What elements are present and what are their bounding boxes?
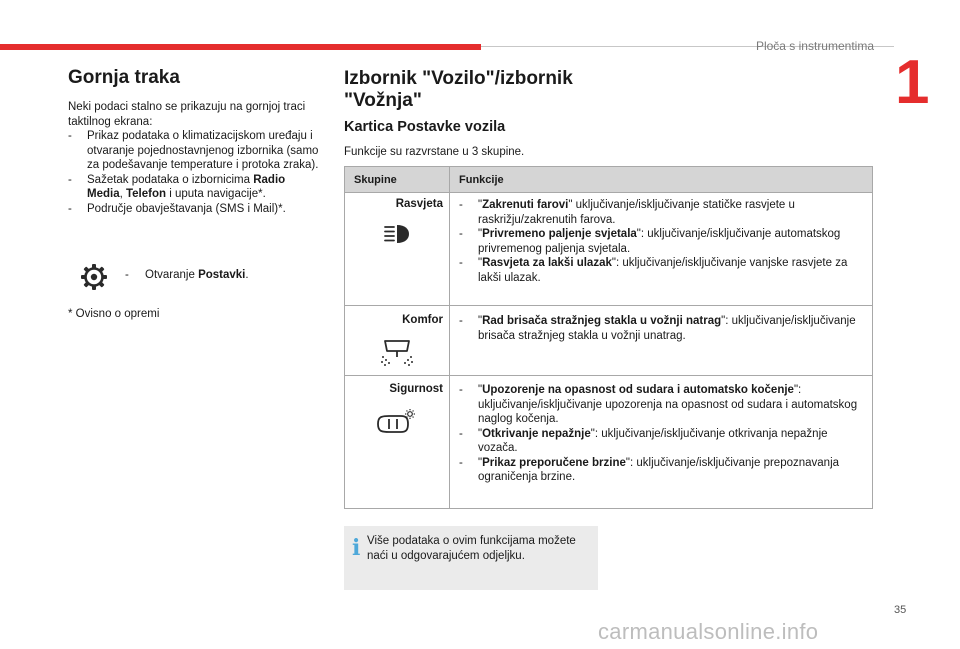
list-item-text: Područje obavještavanja (SMS i Mail)*.	[87, 202, 286, 215]
menu-name-telefon: Telefon	[125, 188, 167, 200]
table-header	[345, 167, 872, 193]
left-intro: Neki podaci stalno se prikazuju na gornjoj traci taktilnog ekrana:	[68, 101, 306, 128]
row-divider	[345, 375, 872, 376]
quote: "	[478, 384, 483, 396]
function-text	[478, 256, 869, 285]
functions-table	[344, 166, 873, 509]
right-heading: Izbornik "Vozilo"/izbornik "Vožnja"	[344, 68, 573, 111]
function-name: Otkrivanje nepažnje	[482, 427, 591, 440]
functions-cell	[459, 198, 869, 285]
watermark: carmanualsonline.info	[598, 619, 819, 644]
function-item	[459, 383, 869, 427]
headlight-icon	[383, 223, 411, 250]
quote: "	[478, 315, 483, 327]
text-run: ,	[119, 188, 126, 200]
text-run: Otvaranje	[145, 269, 199, 281]
function-name: Rasvjeta za lakši ulazak	[482, 257, 612, 269]
function-text	[478, 314, 869, 343]
bullet-dash: -	[125, 269, 129, 281]
function-description: : uključivanje/isključivanje upozorenja na opasnost od sudara i automatskog naglog kočenja.	[478, 384, 858, 425]
bullet-dash: -	[68, 202, 72, 215]
menu-name-radio-media: Radio Media	[87, 173, 286, 200]
function-name: Zakrenuti farovi	[482, 199, 569, 211]
function-text	[478, 383, 869, 427]
quote: "	[568, 199, 573, 211]
column-divider	[449, 167, 450, 508]
bullet-dash: -	[459, 427, 463, 440]
info-text: Više podataka o ovim funkcijama možete naći u odgovarajućem odjeljku.	[367, 535, 576, 562]
settings-row	[75, 262, 315, 292]
page-number: 35	[894, 604, 907, 616]
bullet-dash: -	[459, 228, 463, 240]
function-text	[478, 227, 869, 256]
function-item	[459, 314, 869, 343]
right-subheading: Kartica Postavke vozila	[344, 119, 506, 135]
bullet-dash: -	[459, 199, 463, 211]
left-heading: Gornja traka	[68, 67, 180, 88]
bullet-dash: -	[459, 257, 463, 269]
row-divider	[345, 305, 872, 306]
group-name: Rasvjeta	[395, 198, 443, 210]
settings-menu-name: Postavki	[198, 269, 246, 281]
quote: "	[636, 228, 641, 240]
list-item	[68, 173, 323, 202]
collision-alert-icon	[375, 408, 417, 439]
group-name: Komfor	[402, 314, 443, 326]
function-name: Upozorenje na opasnost od sudara i automatsko kočenje	[482, 384, 794, 396]
bullet-dash: -	[68, 173, 72, 186]
quote: "	[478, 257, 483, 269]
functions-cell	[459, 383, 869, 485]
gear-icon	[79, 262, 109, 297]
function-text	[478, 198, 869, 227]
list-item	[68, 202, 323, 217]
bullet-dash: -	[459, 456, 463, 469]
quote: "	[590, 427, 595, 440]
group-name: Sigurnost	[389, 383, 443, 395]
quote: "	[611, 257, 616, 269]
list-item-text: Prikaz podataka o klimatizacijskom uređaju i otvaranje pojednostavnjenog izbornika (samo za podešavanje temperature i protoka zraka).	[87, 130, 319, 171]
quote: "	[478, 427, 483, 440]
list-item	[68, 129, 323, 173]
quote: "	[478, 456, 483, 469]
function-item	[459, 427, 869, 456]
info-note	[344, 526, 598, 590]
function-description: : uključivanje/isključivanje brisača stražnjeg stakla u vožnji unatrag.	[478, 315, 856, 342]
function-text	[478, 456, 869, 485]
function-name: Privremeno paljenje svjetala	[482, 228, 637, 240]
quote: "	[478, 228, 483, 240]
header-red-bar	[0, 44, 481, 50]
rear-wiper-icon	[379, 337, 415, 372]
section-title: Ploča s instrumentima	[755, 39, 874, 53]
function-item	[459, 198, 869, 227]
function-description: uključivanje/isključivanje statičke rasvjete u raskrižju/zakrenutih farova.	[478, 199, 795, 226]
bullet-dash: -	[68, 130, 72, 142]
bullet-dash: -	[459, 384, 463, 396]
text-run: .	[245, 269, 249, 281]
function-name: Rad brisača stražnjeg stakla u vožnji natrag	[482, 315, 722, 327]
text-run: Sažetak podataka o izbornicima	[87, 173, 254, 186]
functions-cell	[459, 314, 869, 343]
function-item	[459, 456, 869, 485]
quote: "	[625, 456, 630, 469]
function-description: : uključivanje/isključivanje vanjske rasvjete za lakši ulazak.	[478, 257, 848, 284]
function-item	[459, 256, 869, 285]
footnote: * Ovisno o opremi	[68, 308, 160, 320]
text-run: i uputa navigacije*.	[166, 188, 266, 200]
function-description: : uključivanje/isključivanje otkrivanja nepažnje vozača.	[478, 427, 828, 454]
column-header-functions: Funkcije	[459, 174, 504, 186]
info-icon: i	[352, 535, 361, 561]
settings-text	[145, 268, 249, 283]
function-name: Prikaz preporučene brzine	[482, 456, 626, 469]
right-intro: Funkcije su razvrstane u 3 skupine.	[344, 146, 525, 158]
column-header-groups: Skupine	[354, 174, 397, 186]
function-text	[478, 427, 869, 456]
function-item	[459, 227, 869, 256]
list-item-text	[87, 173, 323, 202]
quote: "	[478, 199, 483, 211]
function-description: : uključivanje/isključivanje prepoznavanja ograničenja brzine.	[478, 456, 840, 483]
top-bar-list	[68, 129, 323, 216]
quote: "	[793, 384, 799, 396]
chapter-number: 1	[895, 48, 930, 117]
quote: "	[721, 315, 726, 327]
function-description: : uključivanje/isključivanje automatskog privremenog paljenja svjetala.	[478, 228, 841, 255]
bullet-dash: -	[459, 315, 463, 327]
